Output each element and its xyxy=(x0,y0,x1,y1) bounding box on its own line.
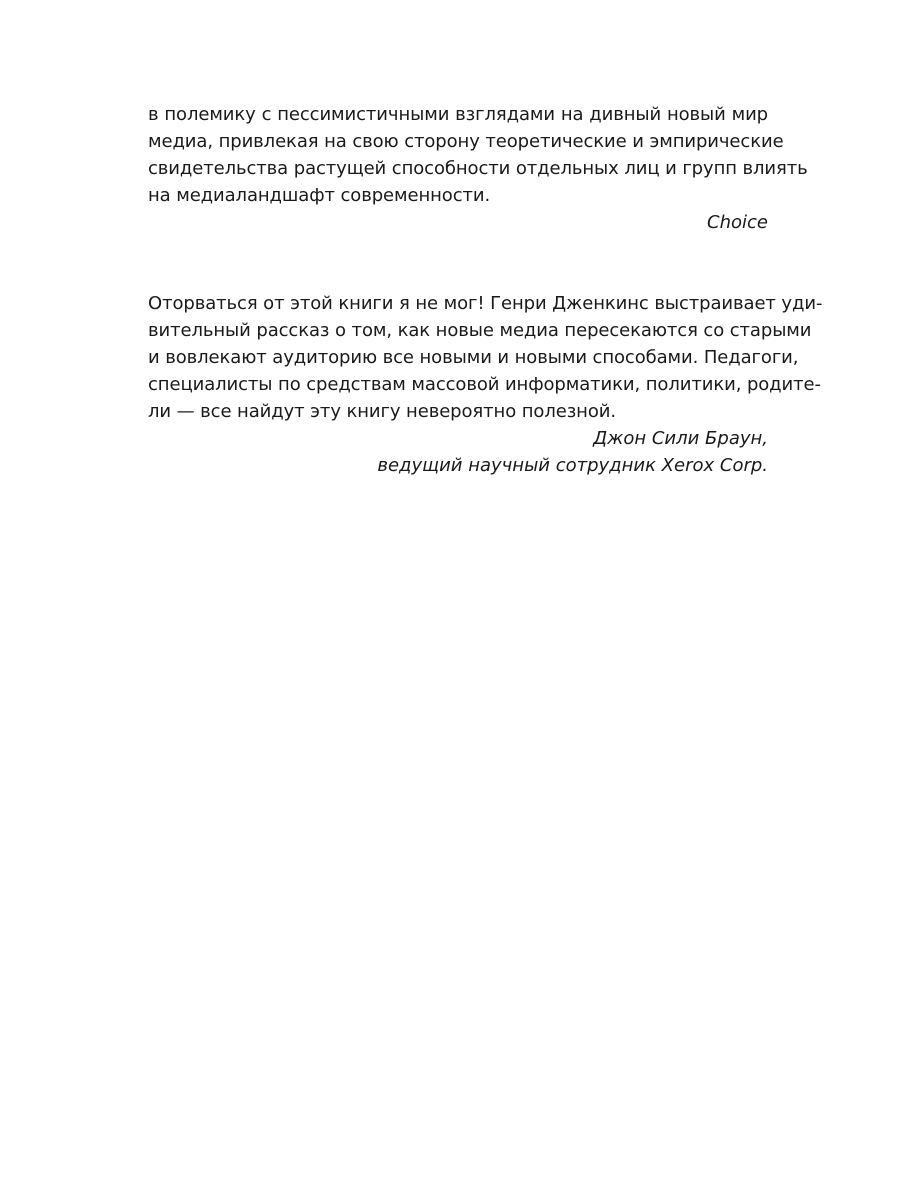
review-choice xyxy=(148,101,808,236)
review-brown xyxy=(148,290,823,479)
review-text-line: свидетельства растущей способности отдельных лиц и групп влиять xyxy=(148,158,808,179)
review-attribution-name: Джон Сили Браун, xyxy=(593,428,768,449)
review-text-line: медиа, привлекая на свою сторону теоретические и эмпирические xyxy=(148,131,784,152)
review-text-line: ли — все найдут эту книгу невероятно полезной. xyxy=(148,401,616,422)
section-spacer xyxy=(148,236,768,290)
review-attribution-role: ведущий научный сотрудник Xerox Corp. xyxy=(377,455,768,476)
review-text-line: и вовлекают аудиторию все новыми и новыми способами. Педагоги, xyxy=(148,347,799,368)
review-text-line: Оторваться от этой книги я не мог! Генри Дженкинс выстраивает уди- xyxy=(148,293,823,314)
review-attribution: Choice xyxy=(707,212,768,233)
review-text-line: на медиаландшафт современности. xyxy=(148,185,491,206)
review-text-line: в полемику с пессимистичными взглядами на дивный новый мир xyxy=(148,104,768,125)
review-text-line: специалисты по средствам массовой информатики, политики, родите- xyxy=(148,374,821,395)
page-body xyxy=(148,101,823,479)
review-text-line: вительный рассказ о том, как новые медиа пересекаются со старыми xyxy=(148,320,812,341)
